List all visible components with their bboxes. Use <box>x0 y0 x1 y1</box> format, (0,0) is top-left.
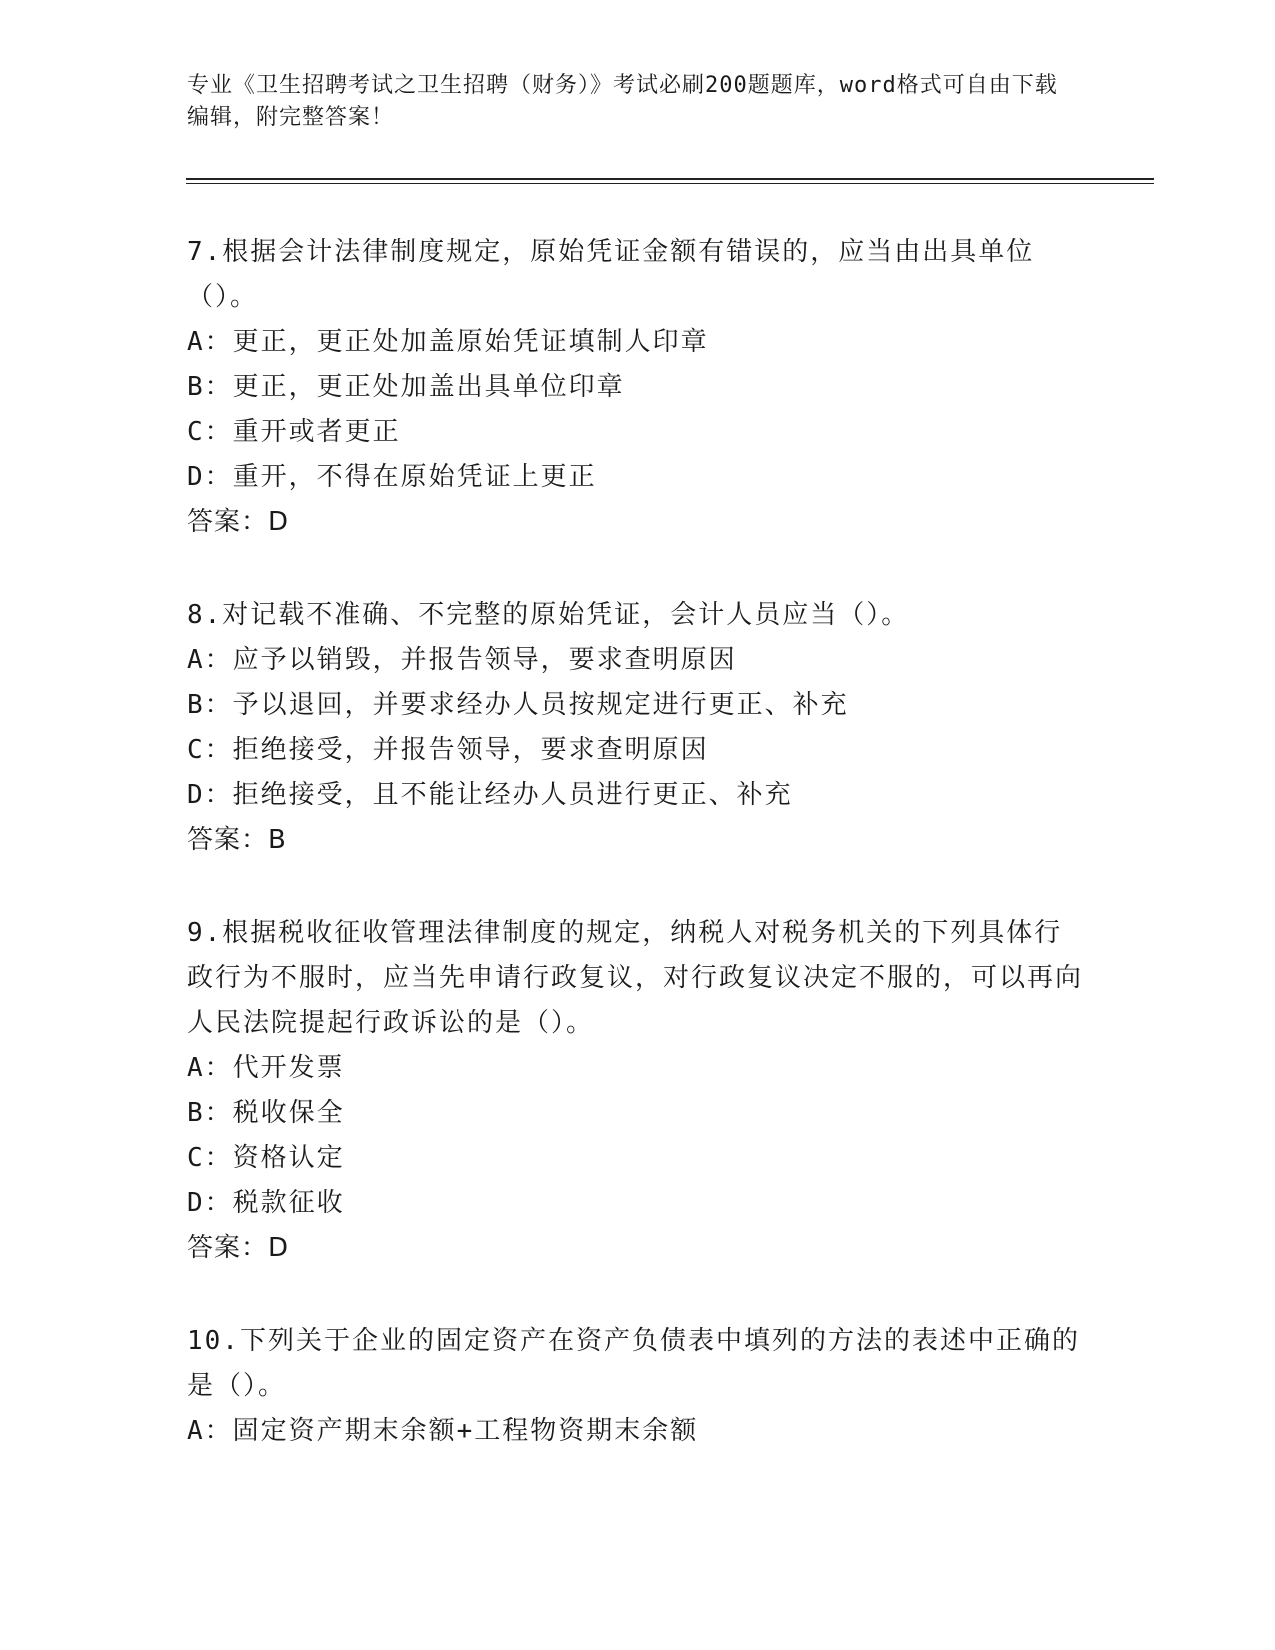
answer: 答案：B <box>187 825 287 855</box>
question-7 <box>187 230 1087 545</box>
answer: 答案：D <box>187 507 290 537</box>
option-b: B：予以退回，并要求经办人员按规定进行更正、补充 <box>187 690 849 720</box>
option-d: D：税款征收 <box>187 1188 345 1218</box>
option-a: A：应予以销毁，并报告领导，要求查明原因 <box>187 645 737 675</box>
option-b: B：更正，更正处加盖出具单位印章 <box>187 372 625 402</box>
option-a: A：更正，更正处加盖原始凭证填制人印章 <box>187 327 709 357</box>
option-c: C：拒绝接受，并报告领导，要求查明原因 <box>187 735 709 765</box>
header-divider-thin <box>186 183 1154 184</box>
answer: 答案：D <box>187 1233 290 1263</box>
question-list <box>187 230 1087 1502</box>
question-stem: 7.根据会计法律制度规定，原始凭证金额有错误的，应当由出具单位（）。 <box>187 237 1035 312</box>
option-c: C：重开或者更正 <box>187 417 401 447</box>
option-d: D：重开，不得在原始凭证上更正 <box>187 462 597 492</box>
document-header: 专业《卫生招聘考试之卫生招聘（财务）》考试必刷200题题库，word格式可自由下载编辑，附完整答案！ <box>187 73 1058 130</box>
option-a: A：代开发票 <box>187 1053 345 1083</box>
question-9 <box>187 911 1087 1271</box>
option-a: A：固定资产期末余额+工程物资期末余额 <box>187 1416 699 1446</box>
question-stem: 9.根据税收征收管理法律制度的规定，纳税人对税务机关的下列具体行政行为不服时，应当先申请行政复议，对行政复议决定不服的，可以再向人民法院提起行政诉讼的是（）。 <box>187 918 1084 1038</box>
option-c: C：资格认定 <box>187 1143 345 1173</box>
header-divider-thick <box>186 178 1154 180</box>
question-8 <box>187 593 1087 863</box>
question-10 <box>187 1319 1087 1454</box>
option-b: B：税收保全 <box>187 1098 345 1128</box>
option-d: D：拒绝接受，且不能让经办人员进行更正、补充 <box>187 780 793 810</box>
question-stem: 10.下列关于企业的固定资产在资产负债表中填列的方法的表述中正确的是（）。 <box>187 1326 1080 1401</box>
question-stem: 8.对记载不准确、不完整的原始凭证，会计人员应当（）。 <box>187 600 910 630</box>
